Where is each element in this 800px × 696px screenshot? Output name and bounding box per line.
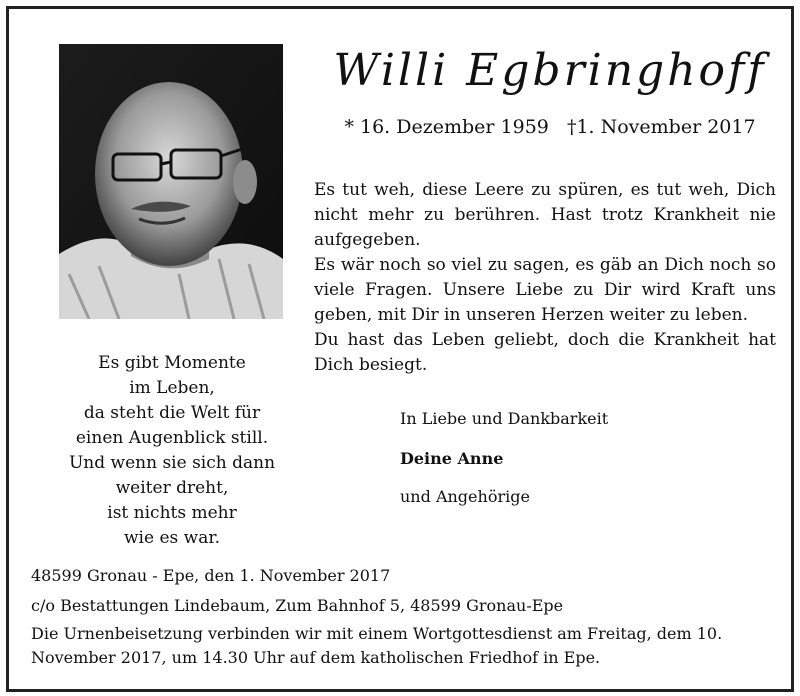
verse-paragraph: Es wär noch so viel zu sagen, es gäb an Dich noch so viele Fragen. Unsere Liebe zu Dir wird Kraft uns geben, mit Dir in unseren Herzen weiter zu leben. <box>314 255 776 325</box>
signature-name: Deine Anne <box>400 449 504 468</box>
quote-line: weiter dreht, <box>115 478 229 498</box>
quote-line: wie es war. <box>124 528 220 548</box>
quote-line: einen Augenblick still. <box>75 428 269 448</box>
deceased-name: Willi Egbringhoff <box>333 45 767 96</box>
quote-line: Und wenn sie sich dann <box>68 453 276 473</box>
funeral-home-address: c/o Bestattungen Lindebaum, Zum Bahnhof 5, 48599 Gronau-Epe <box>31 596 564 615</box>
quote-line: im Leben, <box>129 378 215 398</box>
burial-notice: Die Urnenbeisetzung verbinden wir mit einem Wortgottesdienst am Freitag, dem 10. November 2017, um 14.30 Uhr auf dem katholischen Friedhof in Epe. <box>31 624 723 667</box>
signature-greeting: In Liebe und Dankbarkeit <box>400 409 609 428</box>
quote-line: da steht die Welt für <box>83 403 261 423</box>
verse-paragraph: Es tut weh, diese Leere zu spüren, es tut weh, Dich nicht mehr zu berühren. Hast trotz Krankheit nie aufgegeben. <box>314 180 776 250</box>
memorial-verse <box>314 178 776 378</box>
birth-date: * 16. Dezember 1959 <box>344 116 549 138</box>
verse-paragraph: Du hast das Leben geliebt, doch die Krankheit hat Dich besiegt. <box>314 330 776 375</box>
signature-relatives: und Angehörige <box>400 487 530 506</box>
portrait-photo <box>59 44 283 319</box>
quote-line: Es gibt Momente <box>98 353 246 373</box>
quote-line: ist nichts mehr <box>107 503 237 523</box>
place-date: 48599 Gronau - Epe, den 1. November 2017 <box>31 566 391 585</box>
death-date: †1. November 2017 <box>566 116 756 138</box>
life-dates <box>330 116 770 138</box>
quote-poem <box>44 351 300 551</box>
